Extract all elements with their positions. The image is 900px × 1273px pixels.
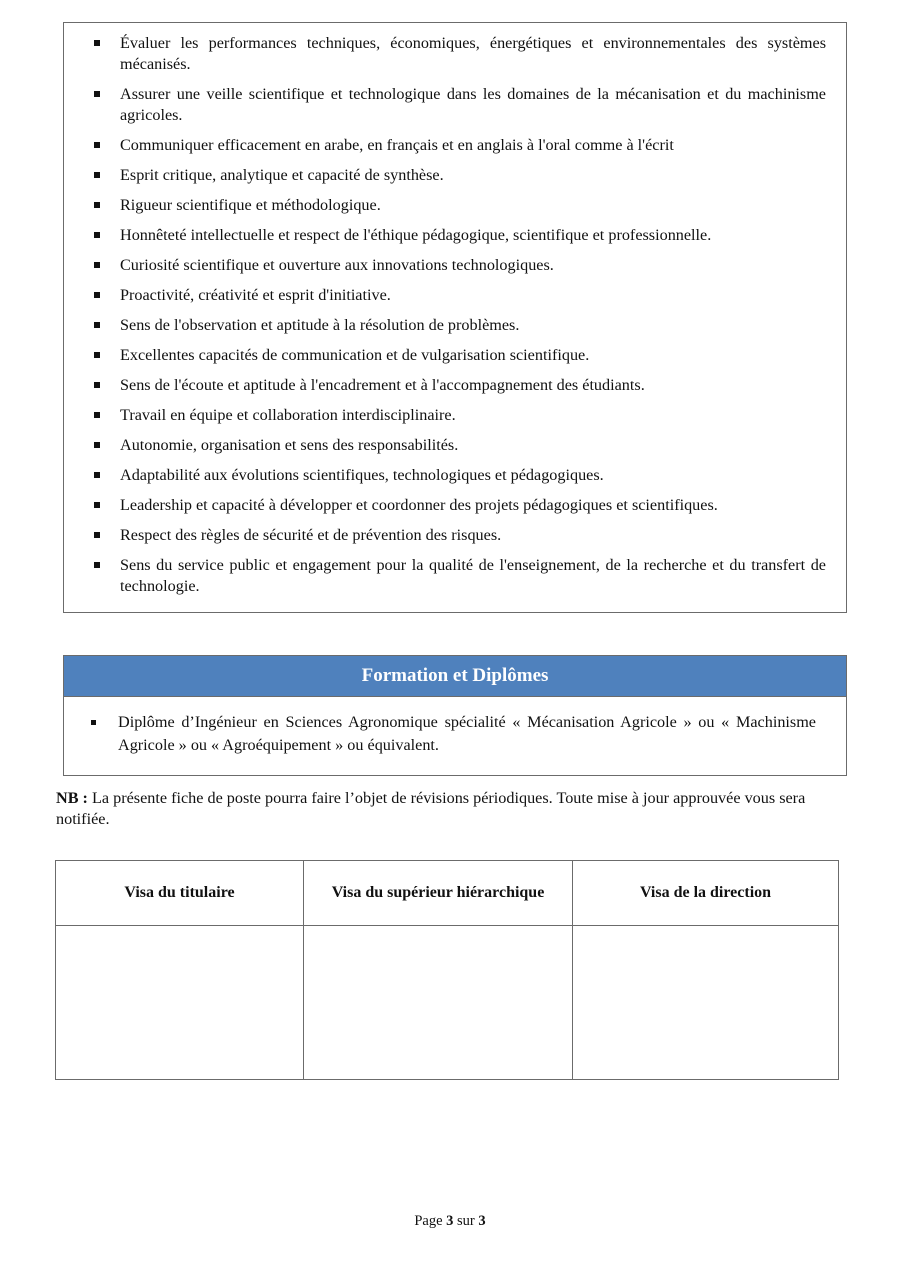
list-item: Autonomie, organisation et sens des responsabilités. — [120, 435, 826, 456]
square-bullet-icon — [94, 40, 100, 46]
square-bullet-icon — [91, 720, 96, 725]
list-item: Adaptabilité aux évolutions scientifiques, technologiques et pédagogiques. — [120, 465, 826, 486]
total-pages: 3 — [478, 1213, 486, 1229]
list-item: Rigueur scientifique et méthodologique. — [120, 195, 826, 216]
square-bullet-icon — [94, 262, 100, 268]
visa-superieur-cell — [304, 926, 573, 1080]
list-item: Diplôme d’Ingénieur en Sciences Agronomique spécialité « Mécanisation Agricole » ou « Machinisme Agricole » ou « Agroéquipement » ou équivalent. — [118, 711, 816, 757]
visa-superieur-header: Visa du supérieur hiérarchique — [304, 861, 573, 926]
visa-direction-header: Visa de la direction — [573, 861, 839, 926]
list-item: Communiquer efficacement en arabe, en français et en anglais à l'oral comme à l'écrit — [120, 135, 826, 156]
list-item: Sens du service public et engagement pour la qualité de l'enseignement, de la recherche et du transfert de technologie. — [120, 555, 826, 597]
list-item: Évaluer les performances techniques, économiques, énergétiques et environnementales des systèmes mécanisés. — [120, 33, 826, 75]
square-bullet-icon — [94, 502, 100, 508]
table-row — [56, 926, 839, 1080]
square-bullet-icon — [94, 412, 100, 418]
note-label: NB : — [56, 789, 88, 807]
square-bullet-icon — [94, 292, 100, 298]
visa-titulaire-header: Visa du titulaire — [56, 861, 304, 926]
note-text: La présente fiche de poste pourra faire l’objet de révisions périodiques. Toute mise à jour approuvée vous sera notifiée. — [56, 789, 806, 828]
list-item: Excellentes capacités de communication et de vulgarisation scientifique. — [120, 345, 826, 366]
square-bullet-icon — [94, 142, 100, 148]
list-item: Sens de l'écoute et aptitude à l'encadrement et à l'accompagnement des étudiants. — [120, 375, 826, 396]
visa-direction-cell — [573, 926, 839, 1080]
skills-list — [64, 23, 846, 597]
list-item: Assurer une veille scientifique et technologique dans les domaines de la mécanisation et du machinisme agricoles. — [120, 84, 826, 126]
square-bullet-icon — [94, 352, 100, 358]
square-bullet-icon — [94, 91, 100, 97]
formation-list — [64, 697, 846, 757]
square-bullet-icon — [94, 532, 100, 538]
square-bullet-icon — [94, 382, 100, 388]
formation-title: Formation et Diplômes — [64, 656, 846, 697]
square-bullet-icon — [94, 442, 100, 448]
skills-box — [63, 22, 847, 613]
visa-titulaire-cell — [56, 926, 304, 1080]
list-item: Proactivité, créativité et esprit d'initiative. — [120, 285, 826, 306]
formation-box — [63, 655, 847, 776]
visa-table — [55, 860, 839, 1080]
list-item: Esprit critique, analytique et capacité de synthèse. — [120, 165, 826, 186]
square-bullet-icon — [94, 322, 100, 328]
revision-note — [56, 788, 836, 830]
list-item: Respect des règles de sécurité et de prévention des risques. — [120, 525, 826, 546]
square-bullet-icon — [94, 562, 100, 568]
list-item: Curiosité scientifique et ouverture aux innovations technologiques. — [120, 255, 826, 276]
list-item: Sens de l'observation et aptitude à la résolution de problèmes. — [120, 315, 826, 336]
square-bullet-icon — [94, 232, 100, 238]
page-footer: Page 3 sur 3 — [414, 1213, 486, 1229]
list-item: Travail en équipe et collaboration interdisciplinaire. — [120, 405, 826, 426]
square-bullet-icon — [94, 202, 100, 208]
list-item: Honnêteté intellectuelle et respect de l'éthique pédagogique, scientifique et professionnelle. — [120, 225, 826, 246]
square-bullet-icon — [94, 172, 100, 178]
list-item: Leadership et capacité à développer et coordonner des projets pédagogiques et scientifiques. — [120, 495, 826, 516]
square-bullet-icon — [94, 472, 100, 478]
table-row — [56, 861, 839, 926]
current-page: 3 — [446, 1213, 454, 1229]
